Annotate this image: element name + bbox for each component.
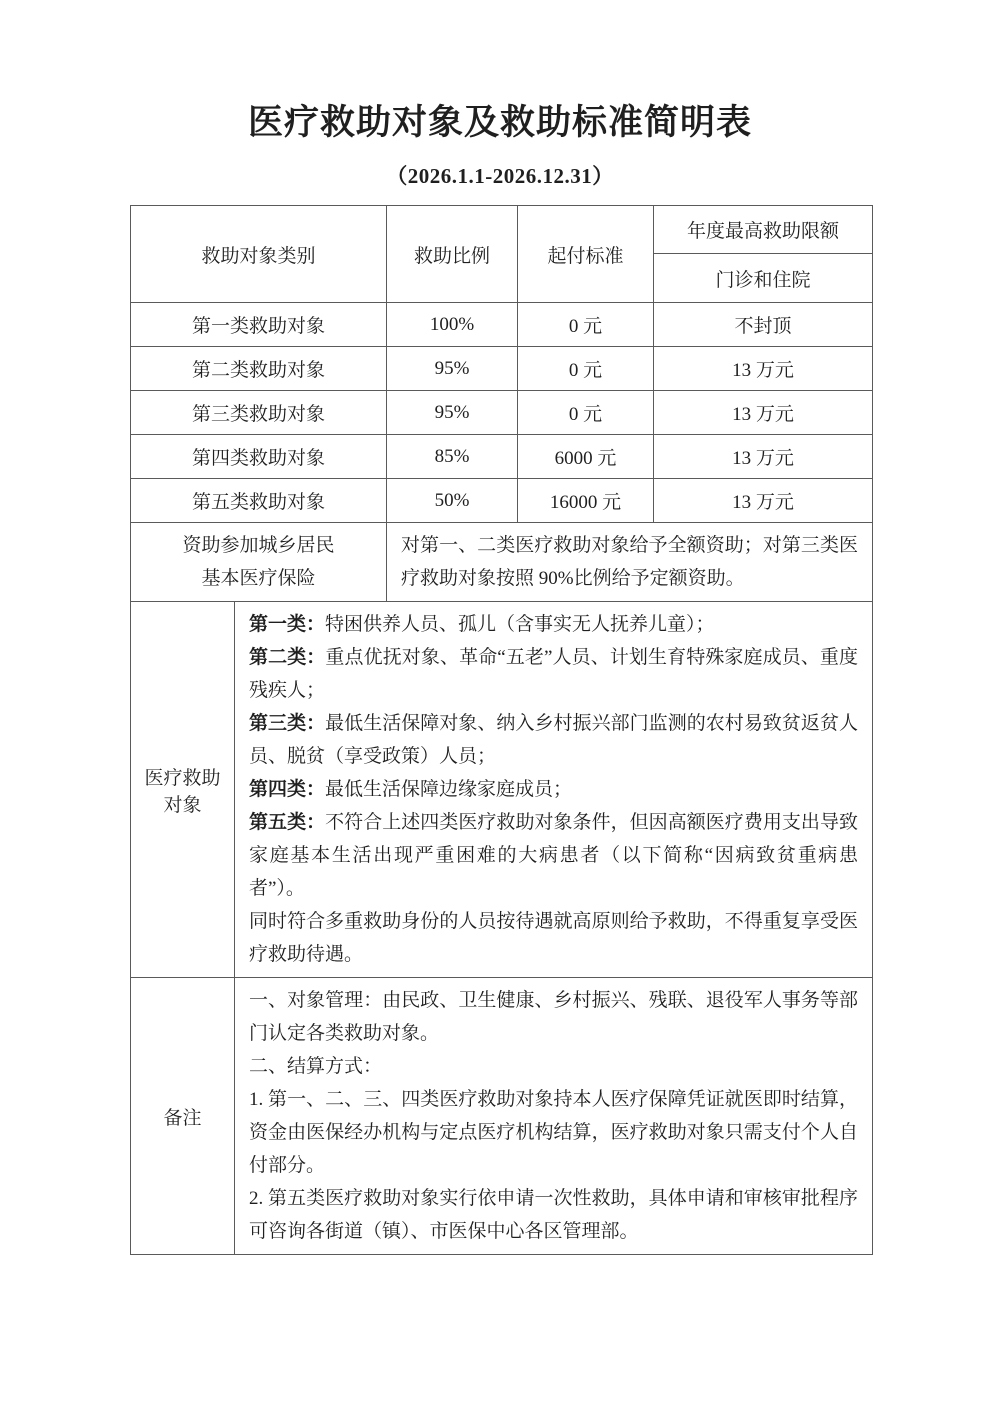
target-item	[249, 707, 858, 773]
header-cell-outpatient-inpatient: 门诊和住院	[654, 254, 873, 303]
target-item-prefix: 第二类：	[249, 647, 326, 668]
cell-cap: 13 万元	[654, 435, 873, 479]
table-row	[131, 303, 873, 347]
header-cell-ratio: 救助比例	[387, 206, 518, 303]
target-item	[249, 773, 858, 806]
cell-deductible: 0 元	[518, 391, 654, 435]
remarks-label: 备注	[131, 978, 235, 1255]
cell-deductible: 6000 元	[518, 435, 654, 479]
table-row	[131, 435, 873, 479]
target-item	[249, 806, 858, 905]
header-cell-category: 救助对象类别	[131, 206, 387, 303]
target-item-prefix: 第五类：	[249, 812, 326, 833]
funding-content	[387, 523, 873, 602]
cell-category: 第五类救助对象	[131, 479, 387, 523]
targets-note: 同时符合多重救助身份的人员按待遇就高原则给予救助，不得重复享受医疗救助待遇。	[249, 911, 859, 965]
target-item-prefix: 第四类：	[249, 779, 326, 800]
targets-label-line1: 医疗救助	[144, 767, 221, 789]
target-item	[249, 608, 858, 641]
table-row	[131, 391, 873, 435]
targets-label	[131, 602, 235, 978]
cell-ratio: 100%	[387, 303, 518, 347]
funding-text: 对第一、二类医疗救助对象给予全额资助；对第三类医疗救助对象按照 90%比例给予定额资助。	[401, 535, 859, 589]
table-row	[131, 479, 873, 523]
cell-cap: 13 万元	[654, 391, 873, 435]
cell-ratio: 95%	[387, 391, 518, 435]
cell-cap: 13 万元	[654, 479, 873, 523]
table-header-row-top	[131, 206, 873, 254]
funding-label-line1: 资助参加城乡居民	[182, 535, 335, 556]
target-item-text: 最低生活保障对象、纳入乡村振兴部门监测的农村易致贫返贫人员、脱贫（享受政策）人员；	[249, 713, 858, 767]
cell-ratio: 50%	[387, 479, 518, 523]
cell-category: 第四类救助对象	[131, 435, 387, 479]
header-cell-deductible: 起付标准	[518, 206, 654, 303]
funding-row	[131, 523, 873, 602]
cell-cap: 不封顶	[654, 303, 873, 347]
targets-row	[131, 602, 873, 978]
funding-label	[131, 523, 387, 602]
target-item-text: 不符合上述四类医疗救助对象条件，但因高额医疗费用支出导致家庭基本生活出现严重困难的大病患者（以下简称“因病致贫重病患者”）。	[249, 812, 859, 899]
cell-category: 第三类救助对象	[131, 391, 387, 435]
assistance-standards-table	[130, 205, 873, 1255]
remarks-paragraph: 2. 第五类医疗救助对象实行依申请一次性救助，具体申请和审核审批程序可咨询各街道（镇）、市医保中心各区管理部。	[249, 1188, 859, 1242]
cell-ratio: 95%	[387, 347, 518, 391]
table-row	[131, 347, 873, 391]
page-subtitle: （2026.1.1-2026.12.31）	[386, 164, 614, 188]
targets-label-line2: 对象	[163, 794, 202, 816]
cell-category: 第一类救助对象	[131, 303, 387, 347]
cell-category: 第二类救助对象	[131, 347, 387, 391]
page-title: 医疗救助对象及救助标准简明表	[247, 103, 752, 142]
remarks-paragraph: 二、结算方式：	[249, 1056, 383, 1077]
target-item-text: 最低生活保障边缘家庭成员；	[325, 779, 573, 800]
target-item-prefix: 第一类：	[249, 614, 326, 635]
header-cell-annual-cap: 年度最高救助限额	[654, 206, 873, 254]
remarks-row	[131, 978, 873, 1255]
remarks-content	[235, 978, 873, 1255]
cell-ratio: 85%	[387, 435, 518, 479]
cell-cap: 13 万元	[654, 347, 873, 391]
cell-deductible: 0 元	[518, 303, 654, 347]
target-item-text: 重点优抚对象、革命“五老”人员、计划生育特殊家庭成员、重度残疾人；	[249, 647, 859, 701]
target-item-text: 特困供养人员、孤儿（含事实无人抚养儿童）；	[325, 614, 715, 635]
target-item	[249, 641, 858, 707]
target-item-prefix: 第三类：	[249, 713, 326, 734]
cell-deductible: 0 元	[518, 347, 654, 391]
remarks-paragraph: 1. 第一、二、三、四类医疗救助对象持本人医疗保障凭证就医即时结算，资金由医保经办机构与定点医疗机构结算，医疗救助对象只需支付个人自付部分。	[249, 1089, 859, 1176]
funding-label-line2: 基本医疗保险	[201, 568, 316, 589]
targets-content	[235, 602, 873, 978]
remarks-paragraph: 一、对象管理：由民政、卫生健康、乡村振兴、残联、退役军人事务等部门认定各类救助对象。	[249, 990, 859, 1044]
cell-deductible: 16000 元	[518, 479, 654, 523]
